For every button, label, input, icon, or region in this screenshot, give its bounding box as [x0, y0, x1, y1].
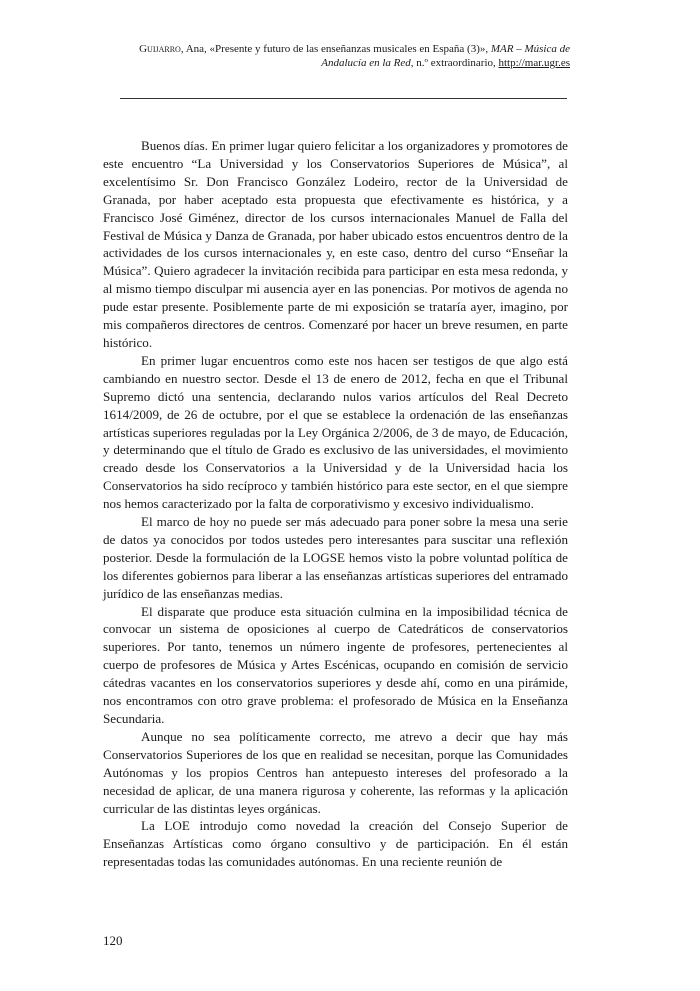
page-number: 120 — [103, 933, 123, 948]
paragraph-2: En primer lugar encuentros como este nos hacen ser testigos de que algo está cambiando en nuestro sector. Desde el 13 de enero de 2012, fecha en que el Tribunal Supremo dictó una sentencia, declarando nulos varios artículos del Real Decreto 1614/2009, de 26 de octubre, por el que se establece la ordenación de las enseñanzas artísticas superiores reguladas por la Ley Orgánica 2/2006, de 3 de mayo, de Educación, y determinando que el título de Grado es exclusivo de las universidades, el movimiento creado desde los Conservatorios a la Universidad y de la Universidad hacia los Conservatorios ha sido recíproco y también histórico para este sector, en el que siempre nos hemos caracterizado por la falta de corporativismo y excesivo individualismo. — [103, 352, 568, 512]
header-url-link[interactable]: http://mar.ugr.es — [498, 57, 570, 69]
header-journal: MAR – Música de Andalucía en la Red — [321, 43, 570, 69]
paragraph-5: Aunque no sea políticamente correcto, me atrevo a decir que hay más Conservatorios Superiores de los que en realidad se necesitan, porque las Comunidades Autónomas y los propios Centros han antepuesto intereses del profesorado a la necesidad de aplicar, de una manera rigurosa y coherente, las reformas y la aplicación curricular de las distintas leyes orgánicas. — [103, 728, 568, 816]
article-body — [103, 137, 568, 871]
paragraph-3: El marco de hoy no puede ser más adecuado para poner sobre la mesa una serie de datos ya conocidos por todos ustedes pero interesantes para suscitar una reflexión posterior. Desde la formulación de la LOGSE hemos visto la pobre voluntad política de los diferentes gobiernos para liberar a las enseñanzas artísticas superiores del entramado jurídico de las enseñanzas medias. — [103, 514, 568, 601]
header-article-title: , Ana, «Presente y futuro de las enseñanzas musicales en España (3)», — [180, 43, 491, 55]
paragraph-1: Buenos días. En primer lugar quiero felicitar a los organizadores y promotores de este encuentro “La Universidad y los Conservatorios Superiores de Música”, al excelentísimo Sr. Don Francisco González Lodeiro, rector de la Universidad de Granada, por haber aceptado esta propuesta que efectivamente es histórica, y a Francisco José Giménez, director de los cursos internacionales Manuel de Falla del Festival de Música y Danza de Granada, por haber ubicado estos encuentros dentro de la actividades de los cursos internacionales y, en este caso, dentro del curso “Enseñar la Música”. Quiero agradecer la invitación recibida para participar en esta mesa redonda, y al mismo tiempo disculpar mi ausencia ayer en las ponencias. Por motivos de agenda no pude estar presente. Posiblemente parte de mi exposición se trataría ayer, imagino, por mis compañeros directores de centros. Comenzaré por hacer un breve resumen, en parte histórico. — [103, 138, 568, 350]
header-author: Guijarro — [139, 43, 181, 55]
header-divider — [120, 98, 567, 99]
paragraph-6: La LOE introdujo como novedad la creación del Consejo Superior de Enseñanzas Artísticas como órgano consultivo y de participación. En él están representadas todas las comunidades autónomas. En una reciente reunión de — [103, 818, 568, 870]
header-issue: , n.º extraordinario, — [410, 57, 499, 69]
running-header — [100, 42, 570, 70]
paragraph-4: El disparate que produce esta situación culmina en la imposibilidad técnica de convocar un sistema de oposiciones al cuerpo de Catedráticos de conservatorios superiores. Por tanto, tenemos un número ingente de profesores, pertenecientes al cuerpo de profesores de Música y Artes Escénicas, ocupando en comisión de servicio cátedras vacantes en los conservatorios superiores y desde ahí, como en una pirámide, nos encontramos con otro grave problema: el profesorado de Música en la Enseñanza Secundaria. — [103, 603, 568, 726]
